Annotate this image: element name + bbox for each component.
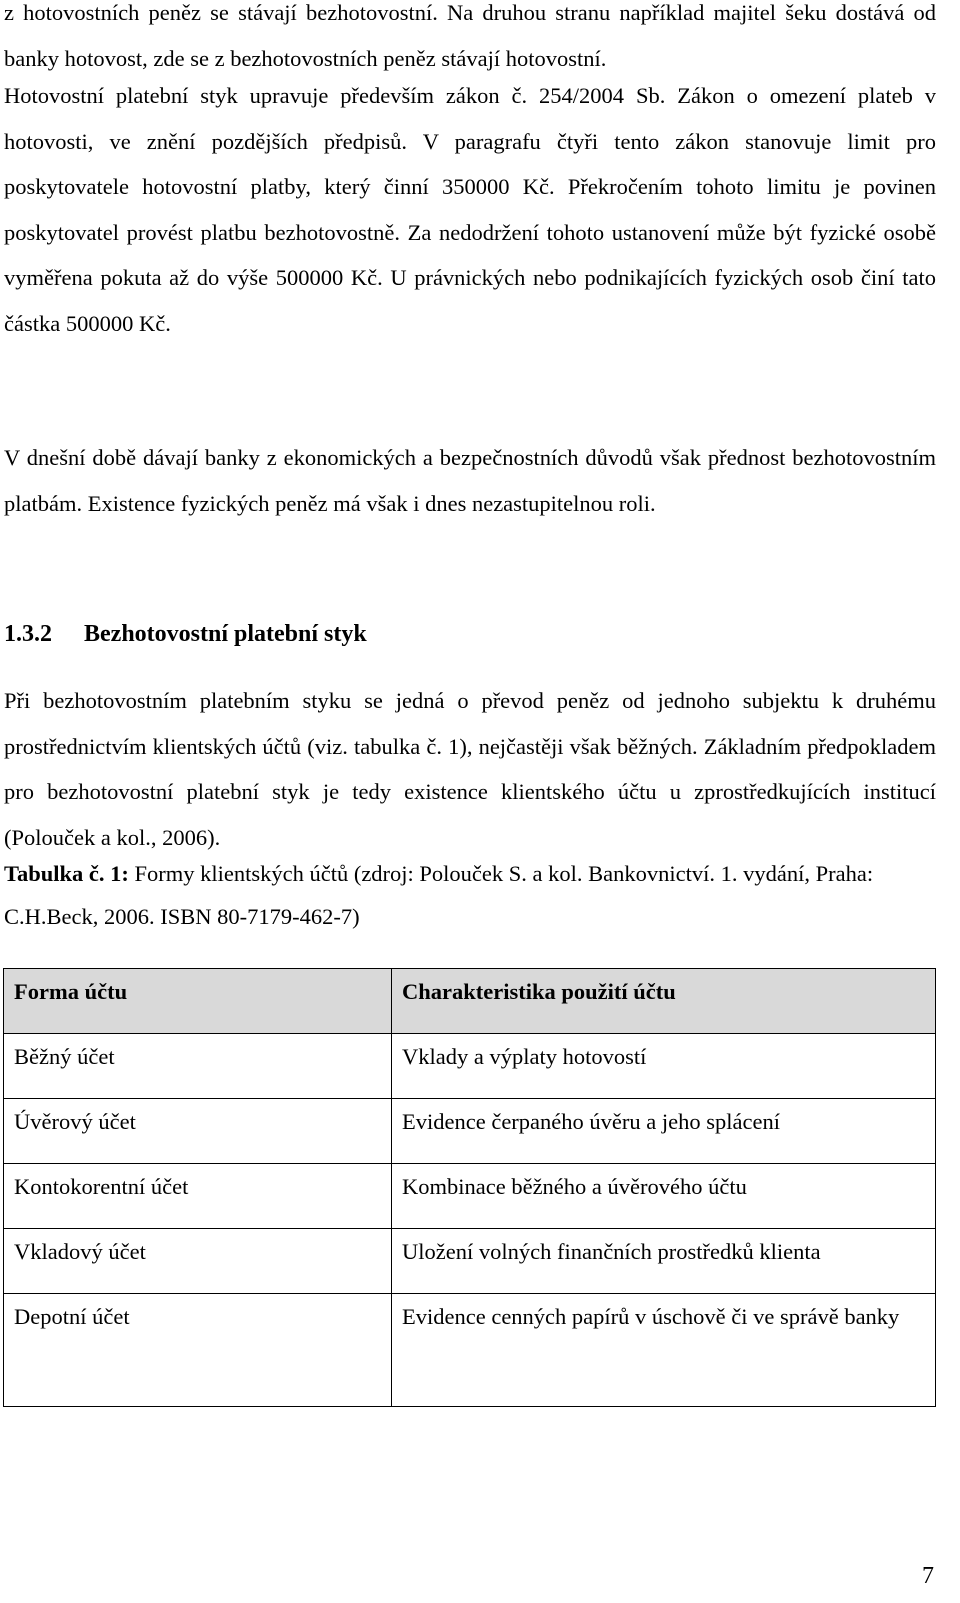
page-number: 7 <box>922 1563 934 1589</box>
cell-account-use: Evidence cenných papírů v úschově či ve správě banky <box>392 1294 936 1407</box>
table-caption-text: Formy klientských účtů (zdroj: Polouček S. a kol. Bankovnictví. 1. vydání, Praha: C.H.Beck, 2006. ISBN 80-7179-462-7) <box>4 861 874 929</box>
cell-account-form: Depotní účet <box>4 1294 392 1407</box>
cell-account-use: Kombinace běžného a úvěrového účtu <box>392 1164 936 1229</box>
table-row <box>4 1034 936 1099</box>
table-row <box>4 1164 936 1229</box>
cell-account-form: Úvěrový účet <box>4 1099 392 1164</box>
header-account-form: Forma účtu <box>4 969 392 1034</box>
table-caption-label: Tabulka č. 1: <box>4 861 129 886</box>
cell-account-use: Evidence čerpaného úvěru a jeho splácení <box>392 1099 936 1164</box>
table-header-row <box>4 969 936 1034</box>
table-row <box>4 1294 936 1407</box>
section-number: 1.3.2 <box>4 621 52 647</box>
cell-account-use: Uložení volných finančních prostředků klienta <box>392 1229 936 1294</box>
section-heading <box>4 614 367 654</box>
paragraph-banks: V dnešní době dávají banky z ekonomických a bezpečnostních důvodů však přednost bezhotovostním platbám. Existence fyzických peněz má však i dnes nezastupitelnou roli. <box>4 445 936 516</box>
section-title: Bezhotovostní platební styk <box>84 621 367 647</box>
cell-account-form: Vkladový účet <box>4 1229 392 1294</box>
paragraph-intro: z hotovostních peněz se stávají bezhotovostní. Na druhou stranu například majitel šeku dostává od banky hotovost, zde se z bezhotovostních peněz stávají hotovostní. <box>4 0 936 71</box>
table-row <box>4 1099 936 1164</box>
paragraph-cashless: Při bezhotovostním platebním styku se jedná o převod peněz od jednoho subjektu k druhému prostřednictvím klientských účtů (viz. tabulka č. 1), nejčastěji však běžných. Základním předpokladem pro bezhotovostní platební styk je tedy existence klientského účtu u zprostředkujících institucí (Polouček a kol., 2006). <box>4 688 936 850</box>
cell-account-form: Kontokorentní účet <box>4 1164 392 1229</box>
cell-account-form: Běžný účet <box>4 1034 392 1099</box>
paragraph-law: Hotovostní platební styk upravuje především zákon č. 254/2004 Sb. Zákon o omezení plateb v hotovosti, ve znění pozdějších předpisů. V paragrafu čtyři tento zákon stanovuje limit pro poskytovatele hotovostní platby, který činní 350000 Kč. Překročením tohoto limitu je povinen poskytovatel provést platbu bezhotovostně. Za nedodržení tohoto ustanovení může být fyzické osobě vyměřena pokuta až do výše 500000 Kč. U právnických nebo podnikajících fyzických osob činí tato částka 500000 Kč. <box>4 83 936 336</box>
account-forms-table <box>3 968 936 1407</box>
table-caption <box>4 852 936 938</box>
table-row <box>4 1229 936 1294</box>
cell-account-use: Vklady a výplaty hotovostí <box>392 1034 936 1099</box>
header-account-use: Charakteristika použití účtu <box>392 969 936 1034</box>
